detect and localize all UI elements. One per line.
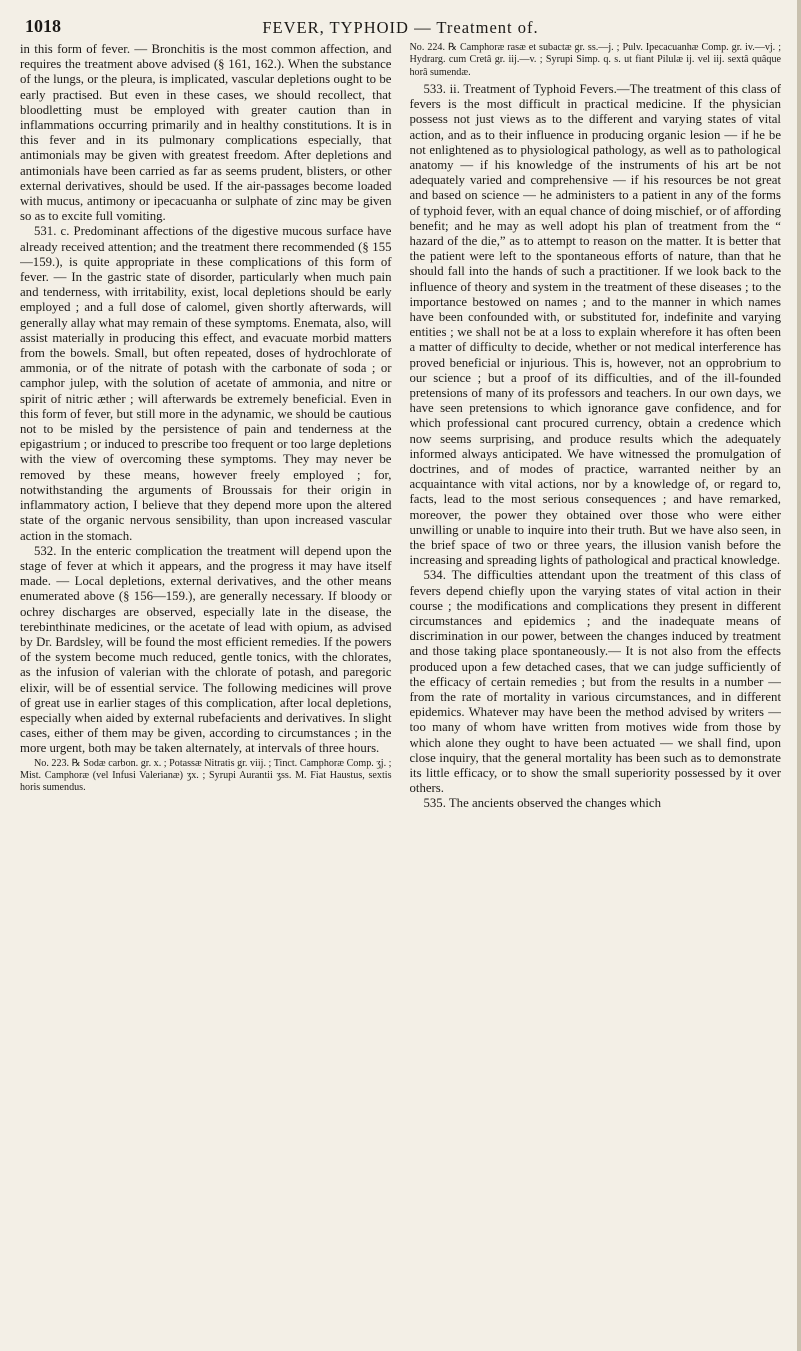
paragraph-534: 534. The difficulties attendant upon the treatment of this class of fevers depend chiefly upon the varying states of vital action in their course ; the modifications and complications they present in different circumstances and epidemics ; and the inadequate means of discrimination in our power, between the changes induced by treatment and those taking place spontaneously.— It is not also from the effects produced upon a few detached cases, that we can judge sufficiently of the efficacy of certain remedies ; but from the results in a number — from the rate of mortality in various circumstances, and in different epidemics. Whatever may have been the method advised by writers — too many of whom have written from motives wide from those by which alone they ought to have been actuated — we shall find, upon close inquiry, that the general mortality has been such as to demonstrate its little efficacy, or to show the small superiority possessed by it over others. bbox=[409, 568, 781, 796]
paragraph-533: 533. ii. Treatment of Typhoid Fevers.—The treatment of this class of fevers is the most difficult in practical medicine. If the physician possess not just views as to the different and varying states of vital action, and as to their influence in producing organic lesion — if he be not enlightened as to physiological pathology, as well as to pathological anatomy — if his knowledge of the instruments of his art be not adequately varied and comprehensive — if his resources be not great and based on science — he administers to a patient in any of the forms of typhoid fever, with an equal chance of doing mischief, or of affording benefit; and he may as well adopt his plan of treatment from the “ hazard of the die,” as to attempt to reason on the matter. It is better that the patient were left to the spontaneous efforts of nature, than that he should fall into the hands of such a practitioner. If we look back to the influence of theory and system in the treatment of these diseases ; to the importance bestowed on names ; and to the manner in which names have been confounded with, or substituted for, indefinite and varying entities ; we shall not be at a loss to explain wherefore it has often been a matter of difficulty to decide, whether or not medical interference has proved beneficial or injurious. This is, however, not an opprobrium to our science ; but a proof of its difficulties, and of the ill-founded pretensions of many of its professors and teachers. In our own days, we have seen pretensions to which ignorance gave confidence, and for which professional cant procured currency, obtain a credence which now seems surprising, and produce results which the adequately informed always anticipated. We have witnessed the promulgation of doctrines, and of modes of practice, warranted neither by an acquaintance with vital actions, nor by a knowledge of, or regard to, facts, lead to the most serious consequences ; and have remarked, moreover, the power they obtained over those who were either unwilling or unable to inquire into their truth. But we have also seen, in the brief space of two or three years, the illusion vanish before the increasing and spreading lights of pathological and practical knowledge. bbox=[409, 81, 781, 568]
page-header bbox=[20, 16, 781, 42]
paragraph-532: 532. In the enteric complication the treatment will depend upon the stage of fever at which it appears, and the progress it may have itself made. — Local depletions, external derivatives, and the other means enumerated above (§ 156—159.), are generally necessary. If bloody or ochrey discharges are observed, especially late in the disease, the terebinthinate medicines, or the acetate of lead with opium, as advised by Dr. Bardsley, will be found the most efficient remedies. If the powers of the system become much reduced, gentle tonics, with the chlorates, as the infusion of valerian with the chlorate of potash, and paregoric elixir, will be of essential service. The following medicines will prove of great use in earlier stages of this complication, after local depletions, especially when aided by external rubefacients and derivatives. In slight cases, either of them may be given, according to circumstances ; in the more urgent, both may be taken alternately, at intervals of three hours. bbox=[20, 543, 392, 756]
running-title: FEVER, TYPHOID — Treatment of. bbox=[262, 18, 539, 37]
right-column bbox=[410, 42, 782, 812]
page-edge bbox=[797, 0, 801, 1351]
text-columns bbox=[20, 42, 781, 812]
paragraph-531: 531. c. Predominant affections of the digestive mucous surface have already received attention; and the treatment there recommended (§ 155—159.), is quite appropriate in these complications of this form of fever. — In the gastric state of disorder, particularly when much pain and tenderness, with irritability, exist, local depletions should be early employed ; and a full dose of calomel, given shortly afterwards, will generally allay what may remain of these symptoms. Enemata, also, will assist materially in producing this effect, and evacuate morbid matters from the bowels. Small, but often repeated, doses of hydrochlorate of ammonia, or of the nitrate of potash with the carbonate of soda ; or camphor julep, with the solution of acetate of ammonia, and nitre or spirit of nitric æther ; will afterwards be extremely beneficial. Even in this form of fever, but still more in the adynamic, we should be cautious not to be misled by the persistence of pain and tenderness at the epigastrium ; or induced to prescribe too frequent or too large depletions with the view of overcoming these symptoms. They may never be removed by these means, however freely employed ; for, notwithstanding the arguments of Broussais for their origin in inflammatory action, I believe that they depend more upon the altered state of the organic nervous sensibility, than upon increased vascular action in the stomach. bbox=[20, 224, 392, 543]
paragraph-bronchitis: in this form of fever. — Bronchitis is the most common affection, and requires the treatment above advised (§ 161, 162.). When the substance of the lungs, or the pleura, is implicated, vascular depletions ought to be early practised. But even in these cases, we should recollect, that bloodletting must be employed with greater caution than in inflammations occurring primarily and in healthy constitutions. It is in this fever and in its pulmonary complications especially, that antimonials may be given with greatest freedom. After depletions and antimonials have been carried as far as seems prudent, blisters, or other external derivatives, should be used. If the air-passages become loaded with mucus, antimony or ipecacuanha or sulphate of zinc may be given so as to excite full vomiting. bbox=[20, 42, 392, 224]
left-column bbox=[20, 42, 392, 812]
page-number: 1018 bbox=[25, 16, 61, 36]
paragraph-535: 535. The ancients observed the changes which bbox=[423, 796, 661, 811]
prescription-223: No. 223. ℞ Sodæ carbon. gr. x. ; Potassæ Nitratis gr. viij. ; Tinct. Camphoræ Comp. ʒj. ; Mist. Camphoræ (vel Infusi Valerianæ) ʒx. ; Syrupi Aurantii ʒss. M. Fiat Haustus, sextis horis sumendus. bbox=[20, 757, 392, 794]
prescription-224: No. 224. ℞ Camphoræ rasæ et subactæ gr. ss.—j. ; Pulv. Ipecacuanhæ Comp. gr. iv.—vj. ; Hydrarg. cum Cretâ gr. iij.—v. ; Syrupi Simp. q. s. ut fiant Pilulæ ij. vel iij. sextâ quâque horâ sumendæ. bbox=[409, 42, 781, 78]
